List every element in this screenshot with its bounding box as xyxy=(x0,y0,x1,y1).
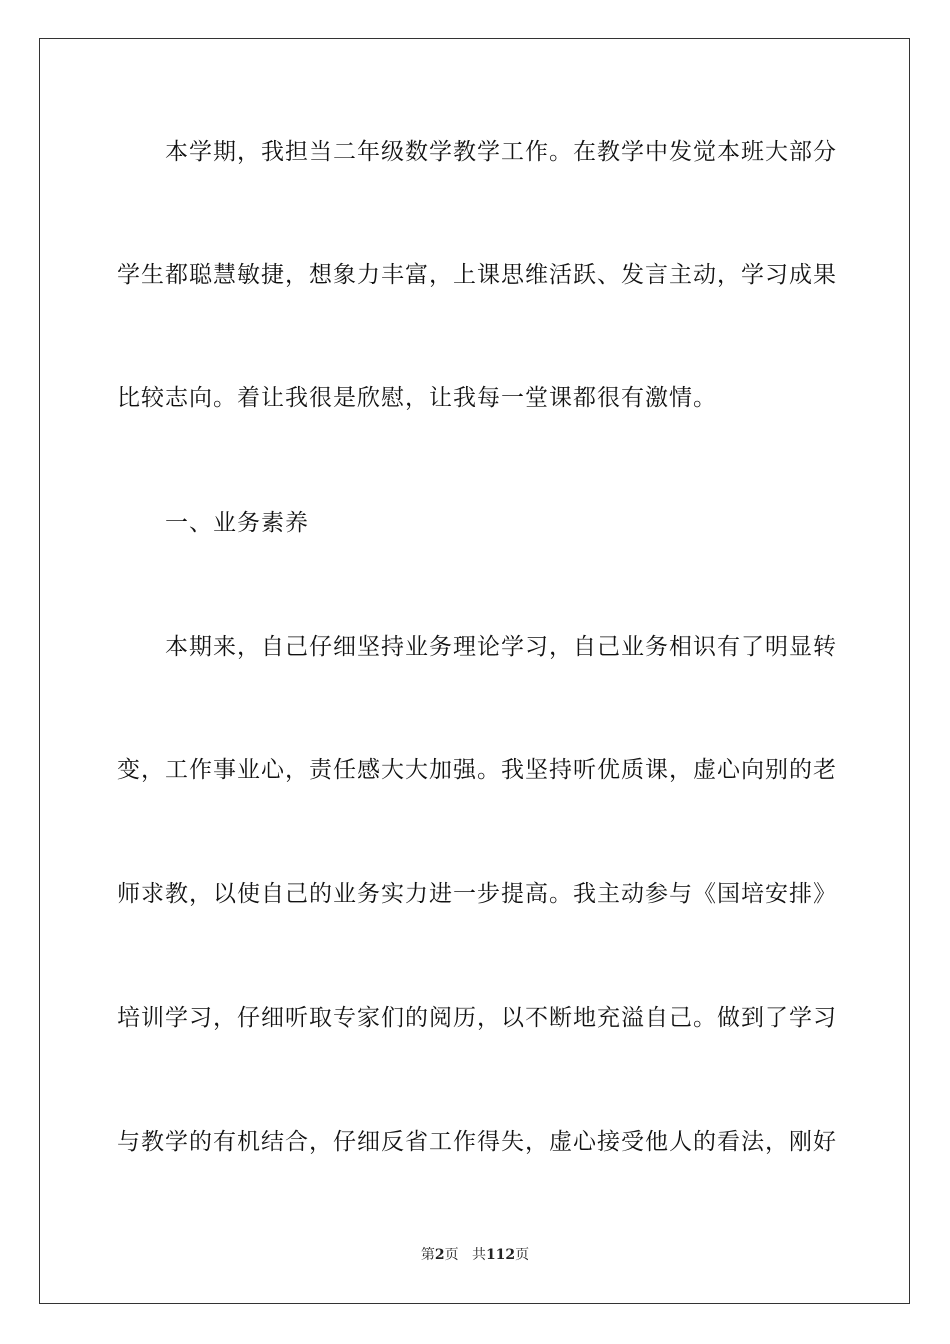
total-suffix: 页 xyxy=(515,1247,530,1263)
paragraph-line: 本期来，自己仔细坚持业务理论学习，自己业务相识有了明显转 xyxy=(165,634,837,660)
paragraph-line: 本学期，我担当二年级数学教学工作。在教学中发觉本班大部分 xyxy=(165,139,837,165)
page-prefix: 第 xyxy=(420,1247,435,1263)
paragraph-line: 学生都聪慧敏捷，想象力丰富，上课思维活跃、发言主动，学习成果 xyxy=(117,262,837,288)
paragraph-line: 变，工作事业心，责任感大大加强。我坚持听优质课，虚心向别的老 xyxy=(117,757,837,783)
paragraph-line: 与教学的有机结合，仔细反省工作得失，虚心接受他人的看法，刚好 xyxy=(117,1129,837,1155)
total-prefix: 共 xyxy=(471,1247,486,1263)
paragraph-line: 比较志向。着让我很是欣慰，让我每一堂课都很有激情。 xyxy=(117,385,717,411)
total-pages: 112 xyxy=(485,1247,516,1263)
paragraph-line: 师求教，以使自己的业务实力进一步提高。我主动参与《国培安排》 xyxy=(117,881,837,907)
paragraph-line: 培训学习，仔细听取专家们的阅历，以不断地充溢自己。做到了学习 xyxy=(117,1005,837,1031)
page-footer xyxy=(0,1246,950,1264)
page-number: 2 xyxy=(434,1247,445,1263)
section-heading: 一、业务素养 xyxy=(165,510,309,536)
page-suffix: 页 xyxy=(444,1247,459,1263)
page-border xyxy=(39,38,910,1304)
